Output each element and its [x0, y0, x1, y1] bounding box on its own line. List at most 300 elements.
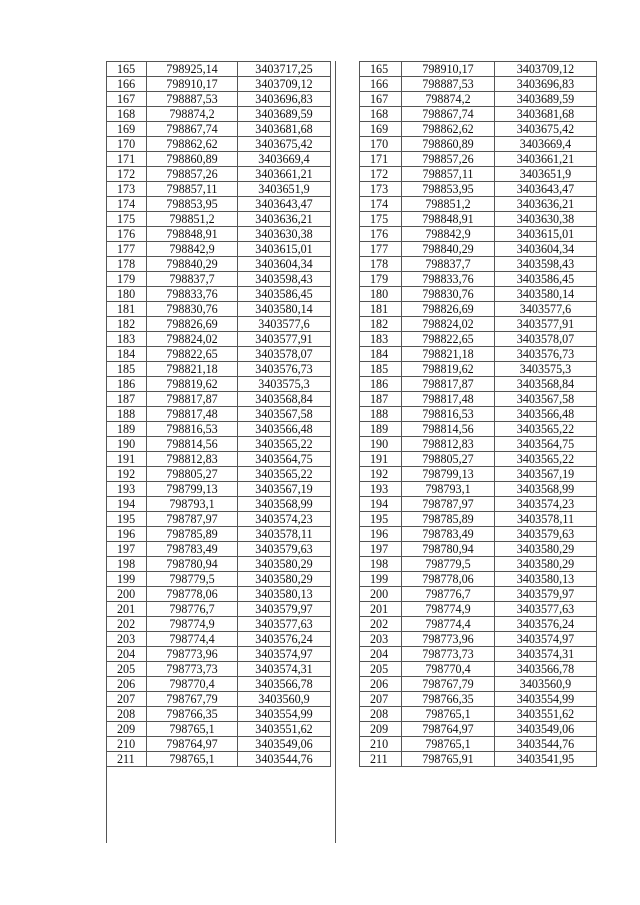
x-coordinate-cell: 798780,94 [147, 557, 238, 572]
point-number-cell: 179 [360, 272, 402, 287]
x-coordinate-cell: 798822,65 [402, 332, 495, 347]
y-coordinate-cell: 3403554,99 [238, 707, 331, 722]
x-coordinate-cell: 798851,2 [147, 212, 238, 227]
x-coordinate-cell: 798785,89 [402, 512, 495, 527]
y-coordinate-cell: 3403586,45 [495, 272, 597, 287]
table-row [360, 527, 597, 542]
table-row [107, 182, 331, 197]
y-coordinate-cell: 3403576,24 [238, 632, 331, 647]
y-coordinate-cell: 3403709,12 [238, 77, 331, 92]
point-number-cell: 188 [107, 407, 147, 422]
table-row [360, 467, 597, 482]
x-coordinate-cell: 798773,96 [402, 632, 495, 647]
point-number-cell: 193 [360, 482, 402, 497]
point-number-cell: 178 [107, 257, 147, 272]
table-row [360, 107, 597, 122]
point-number-cell: 202 [360, 617, 402, 632]
point-number-cell: 188 [360, 407, 402, 422]
point-number-cell: 211 [360, 752, 402, 767]
table-row [107, 212, 331, 227]
table-row [107, 482, 331, 497]
point-number-cell: 180 [360, 287, 402, 302]
x-coordinate-cell: 798766,35 [402, 692, 495, 707]
point-number-cell: 187 [107, 392, 147, 407]
table-row [360, 287, 597, 302]
point-number-cell: 203 [107, 632, 147, 647]
point-number-cell: 204 [360, 647, 402, 662]
x-coordinate-cell: 798799,13 [147, 482, 238, 497]
y-coordinate-cell: 3403566,48 [238, 422, 331, 437]
table-row [360, 182, 597, 197]
y-coordinate-cell: 3403574,97 [495, 632, 597, 647]
y-coordinate-cell: 3403574,31 [495, 647, 597, 662]
y-coordinate-cell: 3403578,11 [495, 512, 597, 527]
point-number-cell: 209 [107, 722, 147, 737]
x-coordinate-cell: 798925,14 [147, 62, 238, 77]
table-row [360, 167, 597, 182]
x-coordinate-cell: 798765,1 [402, 707, 495, 722]
y-coordinate-cell: 3403669,4 [238, 152, 331, 167]
point-number-cell: 177 [107, 242, 147, 257]
table-row [360, 752, 597, 767]
x-coordinate-cell: 798817,48 [147, 407, 238, 422]
y-coordinate-cell: 3403580,29 [495, 542, 597, 557]
y-coordinate-cell: 3403580,13 [495, 572, 597, 587]
table-row [107, 317, 331, 332]
point-number-cell: 207 [107, 692, 147, 707]
x-coordinate-cell: 798910,17 [402, 62, 495, 77]
table-row [107, 152, 331, 167]
y-coordinate-cell: 3403586,45 [238, 287, 331, 302]
y-coordinate-cell: 3403568,84 [238, 392, 331, 407]
x-coordinate-cell: 798853,95 [402, 182, 495, 197]
x-coordinate-cell: 798812,83 [147, 452, 238, 467]
point-number-cell: 191 [107, 452, 147, 467]
table-row [107, 527, 331, 542]
y-coordinate-cell: 3403575,3 [238, 377, 331, 392]
x-coordinate-cell: 798793,1 [402, 482, 495, 497]
x-coordinate-cell: 798785,89 [147, 527, 238, 542]
x-coordinate-cell: 798787,97 [402, 497, 495, 512]
point-number-cell: 201 [107, 602, 147, 617]
y-coordinate-cell: 3403566,48 [495, 407, 597, 422]
y-coordinate-cell: 3403579,97 [495, 587, 597, 602]
y-coordinate-cell: 3403689,59 [238, 107, 331, 122]
table-row [360, 272, 597, 287]
x-coordinate-cell: 798874,2 [402, 92, 495, 107]
center-left-rule [335, 61, 336, 843]
x-coordinate-cell: 798817,87 [147, 392, 238, 407]
table-row [107, 452, 331, 467]
y-coordinate-cell: 3403576,24 [495, 617, 597, 632]
y-coordinate-cell: 3403565,22 [495, 422, 597, 437]
point-number-cell: 190 [107, 437, 147, 452]
x-coordinate-cell: 798910,17 [147, 77, 238, 92]
point-number-cell: 173 [107, 182, 147, 197]
x-coordinate-cell: 798770,4 [147, 677, 238, 692]
point-number-cell: 185 [107, 362, 147, 377]
table-row [107, 437, 331, 452]
point-number-cell: 191 [360, 452, 402, 467]
table-row [107, 332, 331, 347]
y-coordinate-cell: 3403567,58 [495, 392, 597, 407]
point-number-cell: 175 [360, 212, 402, 227]
table-row [107, 197, 331, 212]
y-coordinate-cell: 3403576,73 [495, 347, 597, 362]
y-coordinate-cell: 3403560,9 [238, 692, 331, 707]
y-coordinate-cell: 3403669,4 [495, 137, 597, 152]
y-coordinate-cell: 3403709,12 [495, 62, 597, 77]
table-row [360, 587, 597, 602]
y-coordinate-cell: 3403579,97 [238, 602, 331, 617]
table-row [360, 602, 597, 617]
x-coordinate-cell: 798821,18 [147, 362, 238, 377]
x-coordinate-cell: 798840,29 [402, 242, 495, 257]
x-coordinate-cell: 798778,06 [147, 587, 238, 602]
point-number-cell: 174 [107, 197, 147, 212]
x-coordinate-cell: 798799,13 [402, 467, 495, 482]
x-coordinate-cell: 798819,62 [402, 362, 495, 377]
point-number-cell: 206 [360, 677, 402, 692]
point-number-cell: 184 [107, 347, 147, 362]
x-coordinate-cell: 798857,26 [147, 167, 238, 182]
table-row [107, 692, 331, 707]
point-number-cell: 189 [360, 422, 402, 437]
table-row [107, 722, 331, 737]
y-coordinate-cell: 3403577,6 [238, 317, 331, 332]
table-row [360, 557, 597, 572]
y-coordinate-cell: 3403580,13 [238, 587, 331, 602]
x-coordinate-cell: 798821,18 [402, 347, 495, 362]
point-number-cell: 194 [107, 497, 147, 512]
point-number-cell: 199 [107, 572, 147, 587]
point-number-cell: 201 [360, 602, 402, 617]
table-row [107, 242, 331, 257]
point-number-cell: 176 [107, 227, 147, 242]
y-coordinate-cell: 3403615,01 [238, 242, 331, 257]
table-row [360, 422, 597, 437]
point-number-cell: 178 [360, 257, 402, 272]
point-number-cell: 186 [107, 377, 147, 392]
point-number-cell: 208 [360, 707, 402, 722]
table-row [360, 62, 597, 77]
y-coordinate-cell: 3403643,47 [495, 182, 597, 197]
x-coordinate-cell: 798779,5 [147, 572, 238, 587]
point-number-cell: 181 [107, 302, 147, 317]
point-number-cell: 190 [360, 437, 402, 452]
x-coordinate-cell: 798853,95 [147, 197, 238, 212]
y-coordinate-cell: 3403566,78 [495, 662, 597, 677]
x-coordinate-cell: 798840,29 [147, 257, 238, 272]
point-number-cell: 183 [107, 332, 147, 347]
table-row [360, 677, 597, 692]
table-row [360, 647, 597, 662]
y-coordinate-cell: 3403580,29 [238, 557, 331, 572]
point-number-cell: 173 [360, 182, 402, 197]
table-row [360, 152, 597, 167]
point-number-cell: 167 [107, 92, 147, 107]
point-number-cell: 184 [360, 347, 402, 362]
x-coordinate-cell: 798770,4 [402, 662, 495, 677]
point-number-cell: 205 [107, 662, 147, 677]
point-number-cell: 211 [107, 752, 147, 767]
point-number-cell: 186 [360, 377, 402, 392]
y-coordinate-cell: 3403578,11 [238, 527, 331, 542]
y-coordinate-cell: 3403681,68 [495, 107, 597, 122]
coordinate-table-left [106, 61, 331, 767]
x-coordinate-cell: 798862,62 [147, 137, 238, 152]
table-row [360, 662, 597, 677]
x-coordinate-cell: 798830,76 [147, 302, 238, 317]
y-coordinate-cell: 3403567,19 [238, 482, 331, 497]
x-coordinate-cell: 798776,7 [402, 587, 495, 602]
point-number-cell: 198 [107, 557, 147, 572]
y-coordinate-cell: 3403630,38 [495, 212, 597, 227]
point-number-cell: 209 [360, 722, 402, 737]
x-coordinate-cell: 798822,65 [147, 347, 238, 362]
x-coordinate-cell: 798787,97 [147, 512, 238, 527]
table-row [360, 407, 597, 422]
y-coordinate-cell: 3403544,76 [495, 737, 597, 752]
x-coordinate-cell: 798779,5 [402, 557, 495, 572]
table-row [107, 602, 331, 617]
y-coordinate-cell: 3403661,21 [238, 167, 331, 182]
x-coordinate-cell: 798848,91 [402, 212, 495, 227]
point-number-cell: 171 [360, 152, 402, 167]
table-row [360, 212, 597, 227]
table-row [360, 542, 597, 557]
x-coordinate-cell: 798862,62 [402, 122, 495, 137]
point-number-cell: 202 [107, 617, 147, 632]
y-coordinate-cell: 3403567,19 [495, 467, 597, 482]
point-number-cell: 195 [360, 512, 402, 527]
table-row [107, 227, 331, 242]
y-coordinate-cell: 3403643,47 [238, 197, 331, 212]
x-coordinate-cell: 798887,53 [402, 77, 495, 92]
point-number-cell: 196 [107, 527, 147, 542]
y-coordinate-cell: 3403651,9 [238, 182, 331, 197]
y-coordinate-cell: 3403636,21 [495, 197, 597, 212]
point-number-cell: 203 [360, 632, 402, 647]
point-number-cell: 165 [360, 62, 402, 77]
point-number-cell: 167 [360, 92, 402, 107]
table-row [107, 167, 331, 182]
point-number-cell: 200 [107, 587, 147, 602]
table-row [360, 77, 597, 92]
coordinate-table-right [359, 61, 597, 767]
x-coordinate-cell: 798774,4 [402, 617, 495, 632]
coordinate-tables [106, 61, 596, 843]
x-coordinate-cell: 798819,62 [147, 377, 238, 392]
table-row [360, 197, 597, 212]
table-row [107, 557, 331, 572]
point-number-cell: 169 [107, 122, 147, 137]
point-number-cell: 192 [360, 467, 402, 482]
point-number-cell: 168 [107, 107, 147, 122]
table-row [107, 107, 331, 122]
x-coordinate-cell: 798765,1 [147, 752, 238, 767]
x-coordinate-cell: 798887,53 [147, 92, 238, 107]
x-coordinate-cell: 798842,9 [147, 242, 238, 257]
point-number-cell: 174 [360, 197, 402, 212]
x-coordinate-cell: 798774,4 [147, 632, 238, 647]
x-coordinate-cell: 798767,79 [402, 677, 495, 692]
x-coordinate-cell: 798867,74 [402, 107, 495, 122]
x-coordinate-cell: 798767,79 [147, 692, 238, 707]
table-row [360, 242, 597, 257]
point-number-cell: 189 [107, 422, 147, 437]
table-row [360, 257, 597, 272]
y-coordinate-cell: 3403675,42 [495, 122, 597, 137]
x-coordinate-cell: 798780,94 [402, 542, 495, 557]
table-row [107, 137, 331, 152]
table-row [360, 737, 597, 752]
point-number-cell: 177 [360, 242, 402, 257]
table-row [107, 362, 331, 377]
y-coordinate-cell: 3403564,75 [495, 437, 597, 452]
y-coordinate-cell: 3403574,97 [238, 647, 331, 662]
table-row [360, 377, 597, 392]
x-coordinate-cell: 798805,27 [402, 452, 495, 467]
table-row [107, 662, 331, 677]
y-coordinate-cell: 3403567,58 [238, 407, 331, 422]
point-number-cell: 208 [107, 707, 147, 722]
point-number-cell: 172 [360, 167, 402, 182]
x-coordinate-cell: 798851,2 [402, 197, 495, 212]
y-coordinate-cell: 3403551,62 [238, 722, 331, 737]
table-row [107, 647, 331, 662]
table-row [107, 302, 331, 317]
point-number-cell: 193 [107, 482, 147, 497]
point-number-cell: 210 [107, 737, 147, 752]
y-coordinate-cell: 3403577,6 [495, 302, 597, 317]
y-coordinate-cell: 3403696,83 [238, 92, 331, 107]
table-row [360, 122, 597, 137]
x-coordinate-cell: 798765,1 [147, 722, 238, 737]
x-coordinate-cell: 798774,9 [147, 617, 238, 632]
table-row [107, 542, 331, 557]
y-coordinate-cell: 3403580,14 [238, 302, 331, 317]
table-row [360, 437, 597, 452]
x-coordinate-cell: 798833,76 [402, 272, 495, 287]
table-row [107, 77, 331, 92]
x-coordinate-cell: 798764,97 [402, 722, 495, 737]
point-number-cell: 181 [360, 302, 402, 317]
table-row [360, 632, 597, 647]
point-number-cell: 170 [360, 137, 402, 152]
x-coordinate-cell: 798812,83 [402, 437, 495, 452]
x-coordinate-cell: 798793,1 [147, 497, 238, 512]
y-coordinate-cell: 3403598,43 [238, 272, 331, 287]
point-number-cell: 206 [107, 677, 147, 692]
table-row [107, 422, 331, 437]
y-coordinate-cell: 3403661,21 [495, 152, 597, 167]
y-coordinate-cell: 3403577,63 [238, 617, 331, 632]
y-coordinate-cell: 3403549,06 [238, 737, 331, 752]
y-coordinate-cell: 3403630,38 [238, 227, 331, 242]
point-number-cell: 182 [107, 317, 147, 332]
point-number-cell: 168 [360, 107, 402, 122]
table-row [107, 122, 331, 137]
y-coordinate-cell: 3403576,73 [238, 362, 331, 377]
point-number-cell: 200 [360, 587, 402, 602]
y-coordinate-cell: 3403554,99 [495, 692, 597, 707]
table-row [107, 92, 331, 107]
y-coordinate-cell: 3403568,84 [495, 377, 597, 392]
x-coordinate-cell: 798857,11 [147, 182, 238, 197]
x-coordinate-cell: 798814,56 [402, 422, 495, 437]
point-number-cell: 183 [360, 332, 402, 347]
x-coordinate-cell: 798773,96 [147, 647, 238, 662]
point-number-cell: 170 [107, 137, 147, 152]
y-coordinate-cell: 3403675,42 [238, 137, 331, 152]
point-number-cell: 187 [360, 392, 402, 407]
table-row [107, 62, 331, 77]
table-row [360, 347, 597, 362]
table-row [107, 377, 331, 392]
table-row [107, 707, 331, 722]
point-number-cell: 197 [107, 542, 147, 557]
y-coordinate-cell: 3403578,07 [495, 332, 597, 347]
y-coordinate-cell: 3403568,99 [238, 497, 331, 512]
point-number-cell: 204 [107, 647, 147, 662]
y-coordinate-cell: 3403560,9 [495, 677, 597, 692]
point-number-cell: 198 [360, 557, 402, 572]
y-coordinate-cell: 3403615,01 [495, 227, 597, 242]
point-number-cell: 182 [360, 317, 402, 332]
table-row [360, 452, 597, 467]
table-row [107, 587, 331, 602]
table-row [360, 692, 597, 707]
x-coordinate-cell: 798833,76 [147, 287, 238, 302]
table-row [107, 272, 331, 287]
y-coordinate-cell: 3403541,95 [495, 752, 597, 767]
point-number-cell: 205 [360, 662, 402, 677]
x-coordinate-cell: 798765,1 [402, 737, 495, 752]
table-row [360, 512, 597, 527]
table-row [107, 677, 331, 692]
table-row [360, 722, 597, 737]
y-coordinate-cell: 3403549,06 [495, 722, 597, 737]
point-number-cell: 166 [107, 77, 147, 92]
y-coordinate-cell: 3403564,75 [238, 452, 331, 467]
y-coordinate-cell: 3403566,78 [238, 677, 331, 692]
x-coordinate-cell: 798764,97 [147, 737, 238, 752]
y-coordinate-cell: 3403681,68 [238, 122, 331, 137]
x-coordinate-cell: 798857,11 [402, 167, 495, 182]
y-coordinate-cell: 3403580,29 [495, 557, 597, 572]
y-coordinate-cell: 3403568,99 [495, 482, 597, 497]
table-row [360, 302, 597, 317]
x-coordinate-cell: 798765,91 [402, 752, 495, 767]
point-number-cell: 207 [360, 692, 402, 707]
table-row [360, 227, 597, 242]
table-row [107, 572, 331, 587]
x-coordinate-cell: 798860,89 [402, 137, 495, 152]
y-coordinate-cell: 3403574,23 [238, 512, 331, 527]
table-row [360, 482, 597, 497]
x-coordinate-cell: 798805,27 [147, 467, 238, 482]
table-row [107, 632, 331, 647]
x-coordinate-cell: 798766,35 [147, 707, 238, 722]
point-number-cell: 180 [107, 287, 147, 302]
table-row [107, 257, 331, 272]
y-coordinate-cell: 3403604,34 [495, 242, 597, 257]
x-coordinate-cell: 798816,53 [147, 422, 238, 437]
point-number-cell: 179 [107, 272, 147, 287]
x-coordinate-cell: 798830,76 [402, 287, 495, 302]
point-number-cell: 169 [360, 122, 402, 137]
